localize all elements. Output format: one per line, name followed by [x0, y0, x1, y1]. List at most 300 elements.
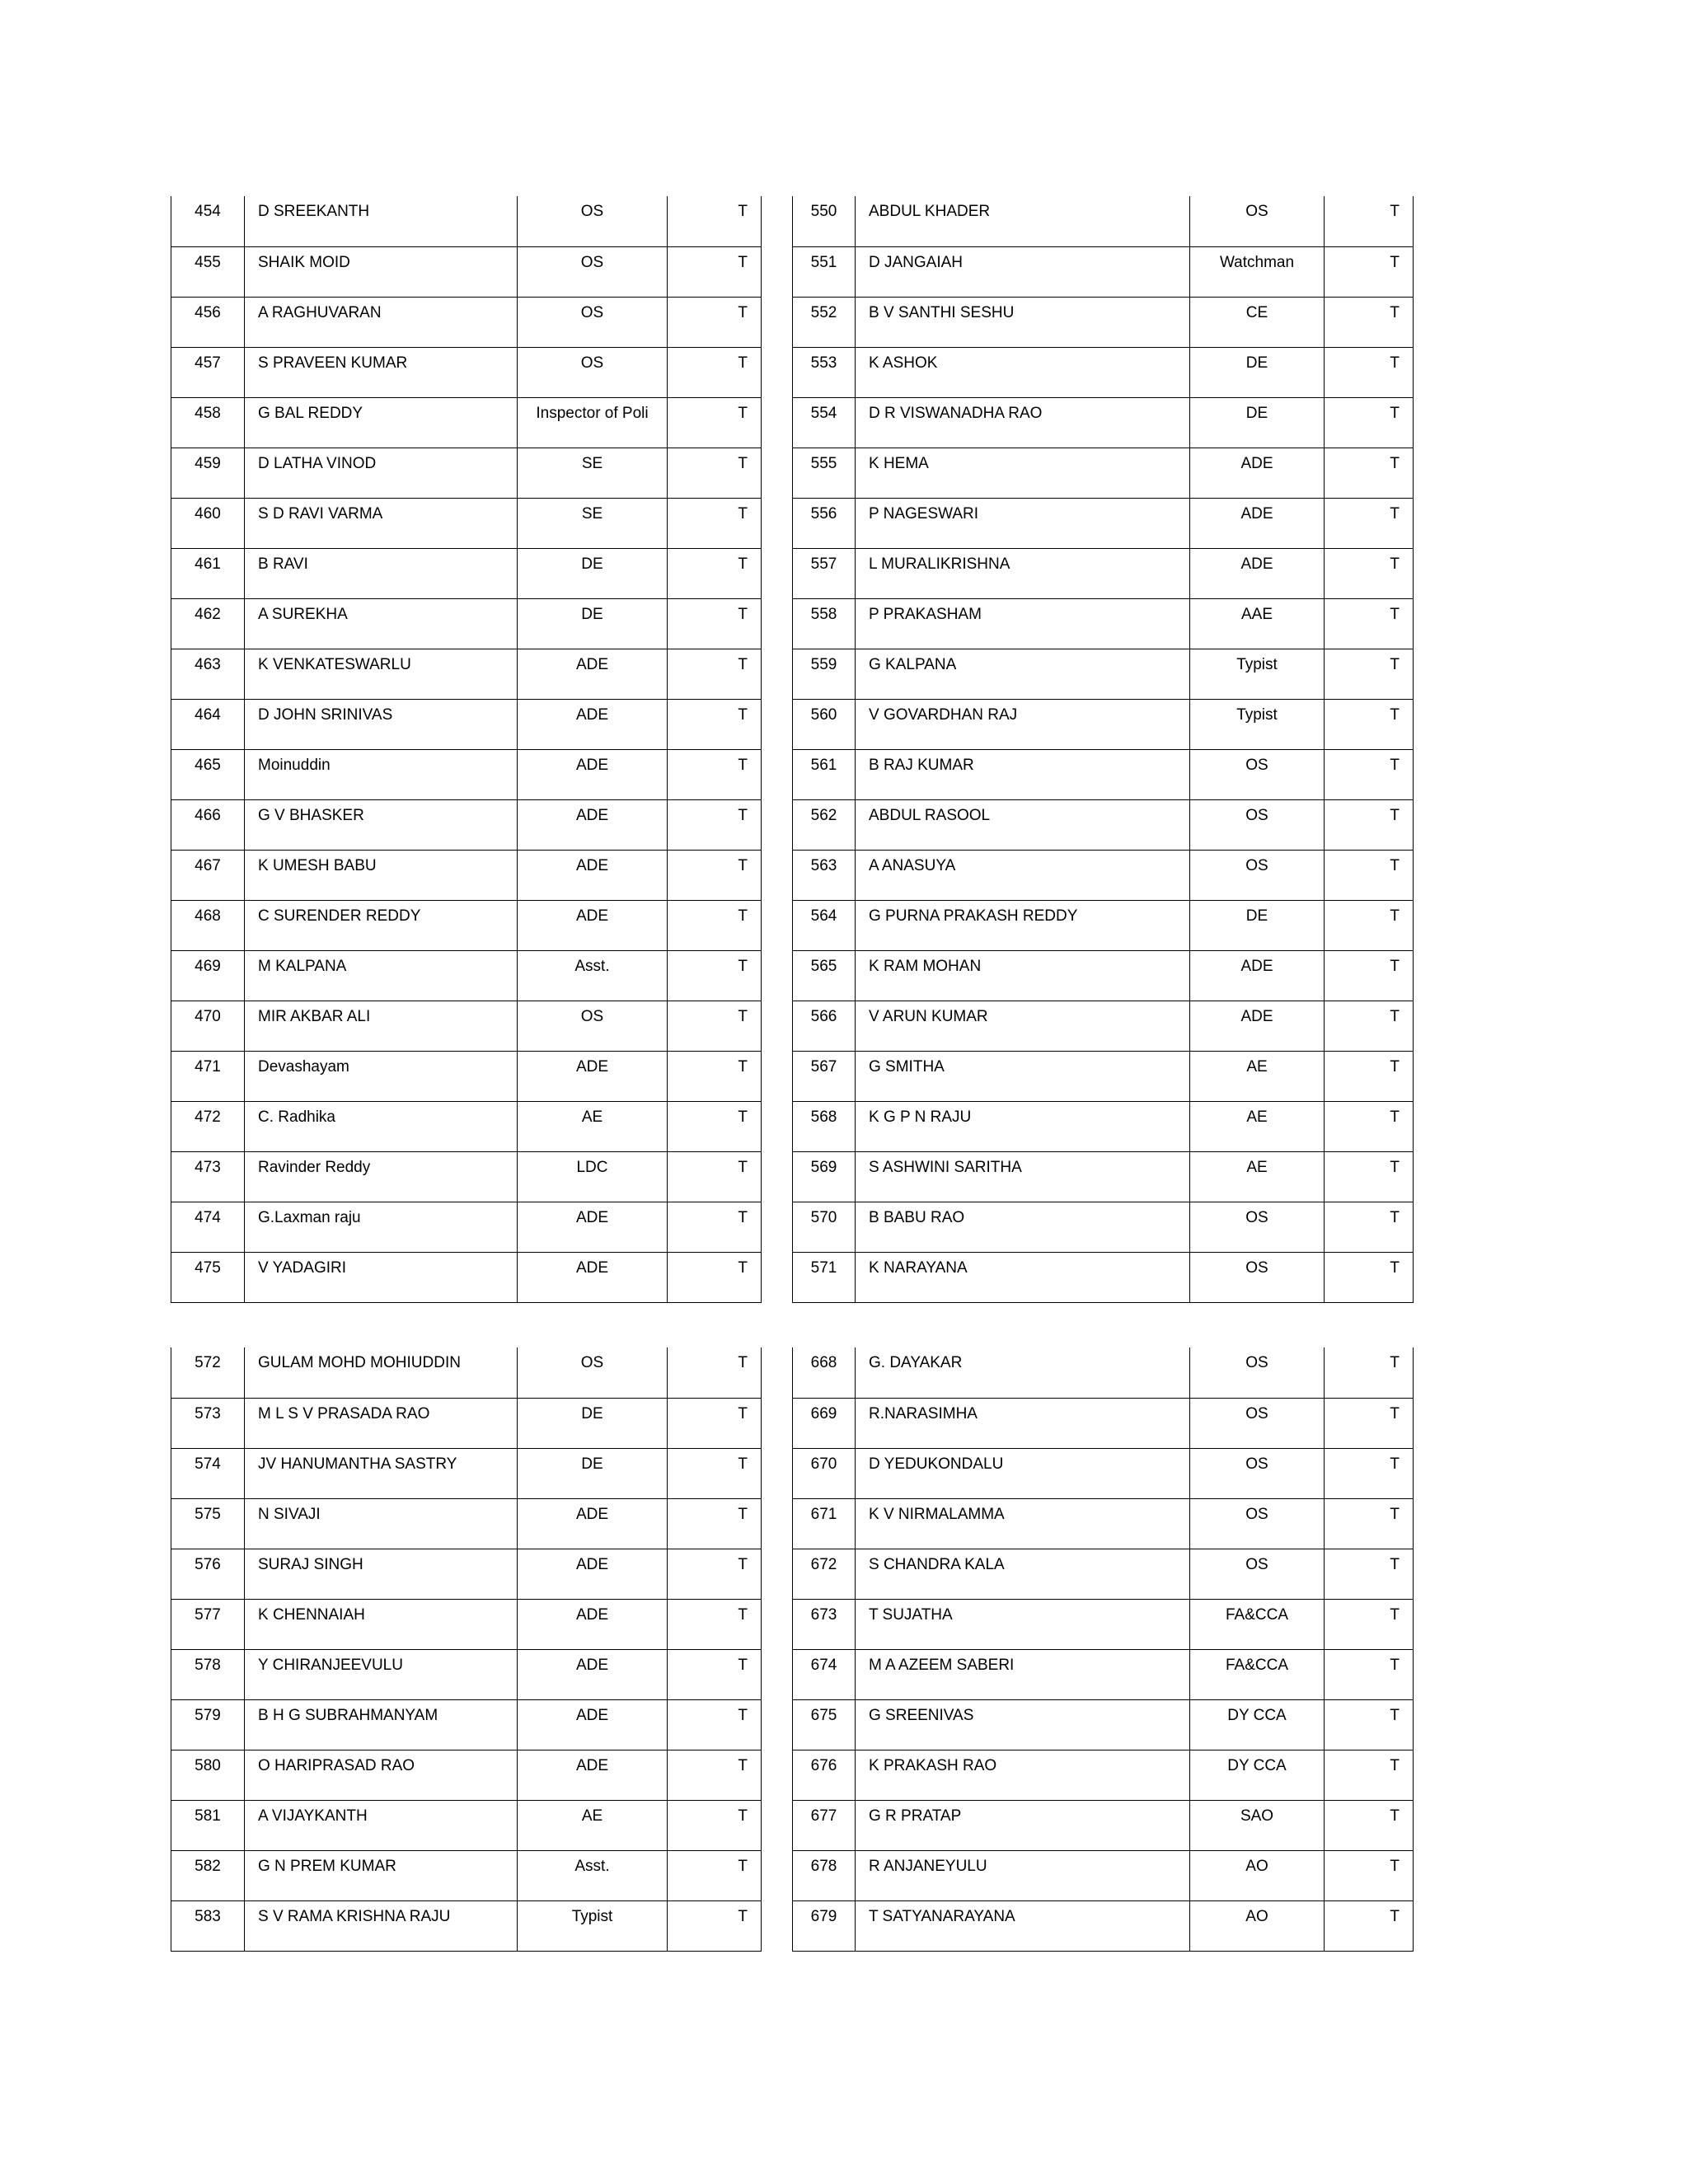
designation-cell: OS	[518, 246, 668, 297]
category-cell: T	[1325, 649, 1414, 699]
table-row	[171, 1498, 762, 1549]
employee-name-cell: G N PREM KUMAR	[245, 1850, 518, 1900]
designation-cell: DE	[518, 548, 668, 598]
employee-name-cell: G SMITHA	[856, 1051, 1190, 1101]
category-cell: T	[668, 1900, 762, 1951]
designation-cell: ADE	[518, 649, 668, 699]
category-cell: T	[668, 649, 762, 699]
employee-name-cell: Ravinder Reddy	[245, 1151, 518, 1202]
category-cell: T	[1325, 548, 1414, 598]
category-cell: T	[668, 548, 762, 598]
table-row	[793, 1001, 1414, 1051]
employee-name-cell: JV HANUMANTHA SASTRY	[245, 1448, 518, 1498]
serial-number-cell: 565	[793, 950, 856, 1001]
designation-cell: DE	[518, 598, 668, 649]
category-cell: T	[668, 1151, 762, 1202]
serial-number-cell: 672	[793, 1549, 856, 1599]
table-row	[171, 950, 762, 1001]
table-row	[171, 548, 762, 598]
designation-cell: Asst.	[518, 950, 668, 1001]
table-row	[793, 1151, 1414, 1202]
category-cell: T	[1325, 246, 1414, 297]
designation-cell: ADE	[518, 1649, 668, 1699]
serial-number-cell: 553	[793, 347, 856, 397]
serial-number-cell: 464	[171, 699, 245, 749]
designation-cell: ADE	[1190, 498, 1325, 548]
table-row	[171, 1850, 762, 1900]
category-cell: T	[668, 1051, 762, 1101]
serial-number-cell: 459	[171, 448, 245, 498]
category-cell: T	[668, 1750, 762, 1800]
designation-cell: Inspector of Poli	[518, 397, 668, 448]
employee-name-cell: A RAGHUVARAN	[245, 297, 518, 347]
table-row	[793, 950, 1414, 1001]
category-cell: T	[1325, 1900, 1414, 1951]
designation-cell: DY CCA	[1190, 1699, 1325, 1750]
employee-name-cell: K HEMA	[856, 448, 1190, 498]
designation-cell: SE	[518, 498, 668, 548]
category-cell: T	[668, 1549, 762, 1599]
serial-number-cell: 469	[171, 950, 245, 1001]
serial-number-cell: 581	[171, 1800, 245, 1850]
designation-cell: DY CCA	[1190, 1750, 1325, 1800]
designation-cell: DE	[1190, 900, 1325, 950]
category-cell: T	[668, 1599, 762, 1649]
designation-cell: Asst.	[518, 1850, 668, 1900]
category-cell: T	[668, 1498, 762, 1549]
designation-cell: OS	[1190, 1549, 1325, 1599]
table-row	[793, 1549, 1414, 1599]
category-cell: T	[668, 1202, 762, 1252]
employee-name-cell: S V RAMA KRISHNA RAJU	[245, 1900, 518, 1951]
category-cell: T	[1325, 1649, 1414, 1699]
category-cell: T	[1325, 1448, 1414, 1498]
designation-cell: OS	[1190, 850, 1325, 900]
serial-number-cell: 559	[793, 649, 856, 699]
employee-name-cell: ABDUL RASOOL	[856, 799, 1190, 850]
category-cell: T	[1325, 1347, 1414, 1398]
employee-name-cell: D JANGAIAH	[856, 246, 1190, 297]
serial-number-cell: 571	[793, 1252, 856, 1302]
staff-table-top-right	[792, 196, 1414, 1303]
serial-number-cell: 556	[793, 498, 856, 548]
employee-name-cell: SURAJ SINGH	[245, 1549, 518, 1599]
table-row	[171, 699, 762, 749]
employee-name-cell: S CHANDRA KALA	[856, 1549, 1190, 1599]
category-cell: T	[1325, 749, 1414, 799]
designation-cell: ADE	[518, 749, 668, 799]
designation-cell: OS	[1190, 1347, 1325, 1398]
category-cell: T	[1325, 1001, 1414, 1051]
category-cell: T	[668, 196, 762, 246]
designation-cell: OS	[1190, 1448, 1325, 1498]
category-cell: T	[1325, 850, 1414, 900]
employee-name-cell: K PRAKASH RAO	[856, 1750, 1190, 1800]
designation-cell: DE	[1190, 347, 1325, 397]
serial-number-cell: 576	[171, 1549, 245, 1599]
employee-name-cell: D R VISWANADHA RAO	[856, 397, 1190, 448]
designation-cell: DE	[1190, 397, 1325, 448]
designation-cell: ADE	[518, 1549, 668, 1599]
serial-number-cell: 462	[171, 598, 245, 649]
designation-cell: OS	[1190, 1202, 1325, 1252]
employee-name-cell: M A AZEEM SABERI	[856, 1649, 1190, 1699]
table-row	[793, 1850, 1414, 1900]
designation-cell: OS	[1190, 799, 1325, 850]
category-cell: T	[1325, 1599, 1414, 1649]
category-cell: T	[1325, 1252, 1414, 1302]
category-cell: T	[668, 1448, 762, 1498]
designation-cell: AE	[518, 1101, 668, 1151]
table-row	[171, 1001, 762, 1051]
serial-number-cell: 669	[793, 1398, 856, 1448]
employee-name-cell: G PURNA PRAKASH REDDY	[856, 900, 1190, 950]
designation-cell: ADE	[1190, 548, 1325, 598]
employee-name-cell: V ARUN KUMAR	[856, 1001, 1190, 1051]
table-row	[171, 1347, 762, 1398]
designation-cell: ADE	[518, 699, 668, 749]
staff-table-bottom-left	[171, 1347, 762, 1952]
table-row	[793, 799, 1414, 850]
serial-number-cell: 561	[793, 749, 856, 799]
serial-number-cell: 557	[793, 548, 856, 598]
serial-number-cell: 554	[793, 397, 856, 448]
category-cell: T	[668, 297, 762, 347]
employee-name-cell: K UMESH BABU	[245, 850, 518, 900]
employee-name-cell: R.NARASIMHA	[856, 1398, 1190, 1448]
table-row	[171, 749, 762, 799]
serial-number-cell: 676	[793, 1750, 856, 1800]
employee-name-cell: K G P N RAJU	[856, 1101, 1190, 1151]
employee-name-cell: ABDUL KHADER	[856, 196, 1190, 246]
designation-cell: AO	[1190, 1900, 1325, 1951]
designation-cell: ADE	[518, 1599, 668, 1649]
category-cell: T	[668, 598, 762, 649]
table-row	[793, 1699, 1414, 1750]
designation-cell: AAE	[1190, 598, 1325, 649]
category-cell: T	[1325, 1699, 1414, 1750]
designation-cell: ADE	[518, 1252, 668, 1302]
table-row	[171, 347, 762, 397]
table-row	[171, 1151, 762, 1202]
table-row	[793, 649, 1414, 699]
employee-name-cell: G KALPANA	[856, 649, 1190, 699]
designation-cell: ADE	[518, 900, 668, 950]
table-row	[793, 1649, 1414, 1699]
serial-number-cell: 678	[793, 1850, 856, 1900]
serial-number-cell: 578	[171, 1649, 245, 1699]
designation-cell: AE	[1190, 1151, 1325, 1202]
category-cell: T	[668, 850, 762, 900]
designation-cell: OS	[1190, 749, 1325, 799]
category-cell: T	[668, 498, 762, 548]
serial-number-cell: 475	[171, 1252, 245, 1302]
designation-cell: ADE	[518, 1699, 668, 1750]
table-row	[171, 598, 762, 649]
serial-number-cell: 563	[793, 850, 856, 900]
table-row	[793, 1398, 1414, 1448]
designation-cell: ADE	[1190, 448, 1325, 498]
category-cell: T	[668, 799, 762, 850]
designation-cell: OS	[1190, 1252, 1325, 1302]
employee-name-cell: A VIJAYKANTH	[245, 1800, 518, 1850]
serial-number-cell: 573	[171, 1398, 245, 1448]
employee-name-cell: B V SANTHI SESHU	[856, 297, 1190, 347]
table-row	[171, 1202, 762, 1252]
table-row	[171, 799, 762, 850]
table-row	[171, 1699, 762, 1750]
category-cell: T	[668, 1800, 762, 1850]
designation-cell: OS	[518, 1001, 668, 1051]
category-cell: T	[668, 1850, 762, 1900]
table-row	[793, 1750, 1414, 1800]
designation-cell: FA&CCA	[1190, 1649, 1325, 1699]
employee-name-cell: N SIVAJI	[245, 1498, 518, 1549]
serial-number-cell: 677	[793, 1800, 856, 1850]
category-cell: T	[1325, 1051, 1414, 1101]
table-row	[171, 196, 762, 246]
employee-name-cell: P PRAKASHAM	[856, 598, 1190, 649]
staff-table-bottom-right	[792, 1347, 1414, 1952]
serial-number-cell: 555	[793, 448, 856, 498]
serial-number-cell: 472	[171, 1101, 245, 1151]
serial-number-cell: 679	[793, 1900, 856, 1951]
designation-cell: DE	[518, 1448, 668, 1498]
serial-number-cell: 552	[793, 297, 856, 347]
category-cell: T	[668, 1699, 762, 1750]
employee-name-cell: S PRAVEEN KUMAR	[245, 347, 518, 397]
category-cell: T	[1325, 1202, 1414, 1252]
serial-number-cell: 673	[793, 1599, 856, 1649]
table-row	[171, 1549, 762, 1599]
table-row	[793, 297, 1414, 347]
designation-cell: Typist	[518, 1900, 668, 1951]
category-cell: T	[668, 1252, 762, 1302]
designation-cell: AE	[1190, 1051, 1325, 1101]
designation-cell: SAO	[1190, 1800, 1325, 1850]
employee-name-cell: G BAL REDDY	[245, 397, 518, 448]
designation-cell: Typist	[1190, 699, 1325, 749]
table-row	[793, 1900, 1414, 1951]
serial-number-cell: 473	[171, 1151, 245, 1202]
serial-number-cell: 671	[793, 1498, 856, 1549]
category-cell: T	[1325, 950, 1414, 1001]
serial-number-cell: 474	[171, 1202, 245, 1252]
serial-number-cell: 467	[171, 850, 245, 900]
employee-name-cell: Moinuddin	[245, 749, 518, 799]
table-row	[171, 1750, 762, 1800]
table-row	[171, 448, 762, 498]
designation-cell: ADE	[518, 1202, 668, 1252]
employee-name-cell: C. Radhika	[245, 1101, 518, 1151]
employee-name-cell: D YEDUKONDALU	[856, 1448, 1190, 1498]
category-cell: T	[1325, 1850, 1414, 1900]
employee-name-cell: B H G SUBRAHMANYAM	[245, 1699, 518, 1750]
serial-number-cell: 668	[793, 1347, 856, 1398]
serial-number-cell: 579	[171, 1699, 245, 1750]
table-row	[171, 649, 762, 699]
employee-name-cell: Devashayam	[245, 1051, 518, 1101]
table-row	[793, 1051, 1414, 1101]
table-row	[793, 196, 1414, 246]
serial-number-cell: 583	[171, 1900, 245, 1951]
table-row	[793, 498, 1414, 548]
category-cell: T	[1325, 297, 1414, 347]
serial-number-cell: 457	[171, 347, 245, 397]
designation-cell: Watchman	[1190, 246, 1325, 297]
serial-number-cell: 468	[171, 900, 245, 950]
designation-cell: OS	[1190, 196, 1325, 246]
table-row	[793, 749, 1414, 799]
table-row	[793, 598, 1414, 649]
serial-number-cell: 470	[171, 1001, 245, 1051]
designation-cell: ADE	[1190, 1001, 1325, 1051]
employee-name-cell: T SUJATHA	[856, 1599, 1190, 1649]
category-cell: T	[668, 699, 762, 749]
category-cell: T	[668, 347, 762, 397]
serial-number-cell: 567	[793, 1051, 856, 1101]
designation-cell: OS	[1190, 1398, 1325, 1448]
table-row	[171, 1051, 762, 1101]
serial-number-cell: 460	[171, 498, 245, 548]
category-cell: T	[1325, 397, 1414, 448]
table-row	[171, 297, 762, 347]
table-row	[793, 347, 1414, 397]
serial-number-cell: 572	[171, 1347, 245, 1398]
designation-cell: ADE	[518, 1750, 668, 1800]
category-cell: T	[1325, 799, 1414, 850]
employee-name-cell: M KALPANA	[245, 950, 518, 1001]
category-cell: T	[668, 397, 762, 448]
serial-number-cell: 582	[171, 1850, 245, 1900]
category-cell: T	[1325, 448, 1414, 498]
serial-number-cell: 471	[171, 1051, 245, 1101]
serial-number-cell: 675	[793, 1699, 856, 1750]
designation-cell: DE	[518, 1398, 668, 1448]
table-row	[171, 498, 762, 548]
serial-number-cell: 564	[793, 900, 856, 950]
table-row	[171, 1448, 762, 1498]
employee-name-cell: C SURENDER REDDY	[245, 900, 518, 950]
employee-name-cell: M L S V PRASADA RAO	[245, 1398, 518, 1448]
serial-number-cell: 466	[171, 799, 245, 850]
category-cell: T	[1325, 1151, 1414, 1202]
employee-name-cell: Y CHIRANJEEVULU	[245, 1649, 518, 1699]
category-cell: T	[1325, 1800, 1414, 1850]
serial-number-cell: 574	[171, 1448, 245, 1498]
employee-name-cell: MIR AKBAR ALI	[245, 1001, 518, 1051]
table-row	[793, 900, 1414, 950]
table-row	[171, 850, 762, 900]
category-cell: T	[1325, 1101, 1414, 1151]
employee-name-cell: K CHENNAIAH	[245, 1599, 518, 1649]
table-row	[793, 1347, 1414, 1398]
employee-name-cell: G V BHASKER	[245, 799, 518, 850]
employee-name-cell: L MURALIKRISHNA	[856, 548, 1190, 598]
designation-cell: LDC	[518, 1151, 668, 1202]
table-row	[793, 448, 1414, 498]
employee-name-cell: O HARIPRASAD RAO	[245, 1750, 518, 1800]
designation-cell: Typist	[1190, 649, 1325, 699]
table-row	[171, 397, 762, 448]
category-cell: T	[668, 448, 762, 498]
table-row	[793, 1101, 1414, 1151]
category-cell: T	[1325, 1549, 1414, 1599]
serial-number-cell: 551	[793, 246, 856, 297]
staff-table-top-left	[171, 196, 762, 1303]
category-cell: T	[1325, 1398, 1414, 1448]
table-row	[171, 246, 762, 297]
table-row	[793, 1498, 1414, 1549]
employee-name-cell: S ASHWINI SARITHA	[856, 1151, 1190, 1202]
table-row	[793, 1448, 1414, 1498]
table-row	[793, 1800, 1414, 1850]
table-row	[793, 850, 1414, 900]
serial-number-cell: 566	[793, 1001, 856, 1051]
table-row	[793, 246, 1414, 297]
employee-name-cell: GULAM MOHD MOHIUDDIN	[245, 1347, 518, 1398]
employee-name-cell: SHAIK MOID	[245, 246, 518, 297]
category-cell: T	[1325, 900, 1414, 950]
serial-number-cell: 465	[171, 749, 245, 799]
designation-cell: OS	[1190, 1498, 1325, 1549]
designation-cell: AE	[518, 1800, 668, 1850]
category-cell: T	[1325, 699, 1414, 749]
category-cell: T	[668, 749, 762, 799]
table-row	[171, 1252, 762, 1302]
category-cell: T	[668, 1101, 762, 1151]
employee-name-cell: K V NIRMALAMMA	[856, 1498, 1190, 1549]
table-row	[171, 1101, 762, 1151]
employee-name-cell: V YADAGIRI	[245, 1252, 518, 1302]
employee-name-cell: A SUREKHA	[245, 598, 518, 649]
designation-cell: OS	[518, 297, 668, 347]
designation-cell: FA&CCA	[1190, 1599, 1325, 1649]
employee-name-cell: G. DAYAKAR	[856, 1347, 1190, 1398]
table-row	[171, 1900, 762, 1951]
employee-name-cell: B BABU RAO	[856, 1202, 1190, 1252]
employee-name-cell: G R PRATAP	[856, 1800, 1190, 1850]
designation-cell: ADE	[518, 850, 668, 900]
designation-cell: ADE	[518, 1498, 668, 1549]
category-cell: T	[668, 246, 762, 297]
employee-name-cell: D SREEKANTH	[245, 196, 518, 246]
serial-number-cell: 550	[793, 196, 856, 246]
category-cell: T	[1325, 598, 1414, 649]
designation-cell: OS	[518, 1347, 668, 1398]
table-row	[171, 1649, 762, 1699]
serial-number-cell: 458	[171, 397, 245, 448]
category-cell: T	[668, 1649, 762, 1699]
employee-name-cell: K VENKATESWARLU	[245, 649, 518, 699]
category-cell: T	[1325, 1750, 1414, 1800]
table-row	[793, 699, 1414, 749]
employee-name-cell: K RAM MOHAN	[856, 950, 1190, 1001]
table-row	[171, 900, 762, 950]
category-cell: T	[1325, 1498, 1414, 1549]
serial-number-cell: 580	[171, 1750, 245, 1800]
designation-cell: OS	[518, 196, 668, 246]
table-row	[793, 1202, 1414, 1252]
designation-cell: ADE	[1190, 950, 1325, 1001]
category-cell: T	[1325, 498, 1414, 548]
serial-number-cell: 568	[793, 1101, 856, 1151]
serial-number-cell: 454	[171, 196, 245, 246]
designation-cell: SE	[518, 448, 668, 498]
employee-name-cell: G.Laxman raju	[245, 1202, 518, 1252]
serial-number-cell: 577	[171, 1599, 245, 1649]
employee-name-cell: K NARAYANA	[856, 1252, 1190, 1302]
